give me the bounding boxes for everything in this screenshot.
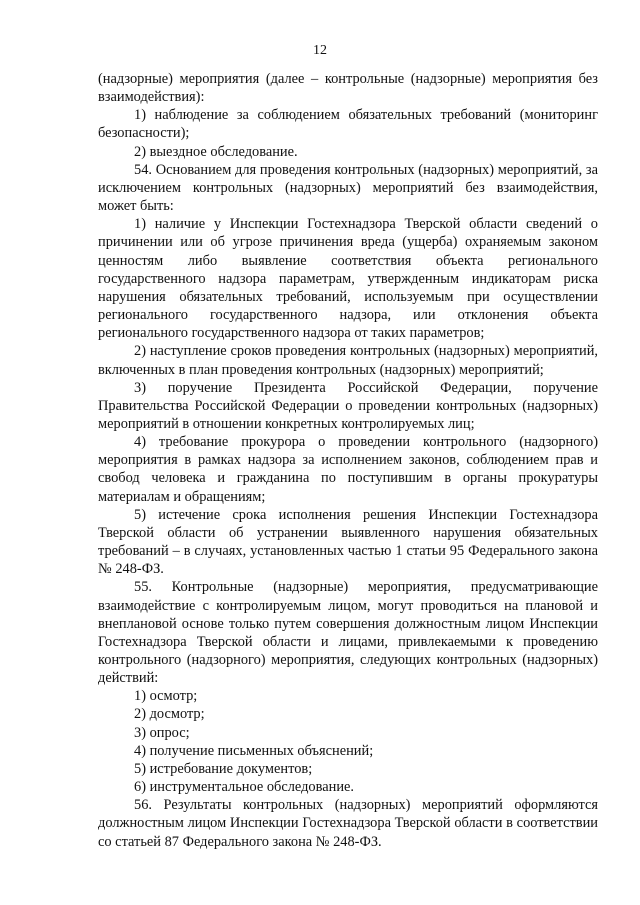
paragraph-55-item-4: 4) получение письменных объяснений; bbox=[134, 742, 374, 759]
paragraph-55-item-5: 5) истребование документов; bbox=[134, 760, 313, 777]
paragraph-55-item-2: 2) досмотр; bbox=[134, 706, 205, 723]
paragraph-continuation: (надзорные) мероприятия (далее – контрольные (надзорные) мероприятия без взаимодействия): bbox=[98, 71, 598, 106]
document-body bbox=[98, 70, 598, 851]
list-item-field-inspection: 2) выездное обследование. bbox=[134, 143, 298, 160]
paragraph-55-item-3: 3) опрос; bbox=[134, 724, 190, 741]
paragraph-55: 55. Контрольные (надзорные) мероприятия, предусматривающие взаимодействие с контролируемым лицом, могут проводиться на плановой и внеплановой основе только путем совершения должностным лицом Инспекции Гостехнадзора Тверской области и лицами, привлекаемыми к проведению контрольного (надзорного) мероприятия, следующих контрольных (надзорных) действий: bbox=[98, 579, 598, 687]
paragraph-55-item-6: 6) инструментальное обследование. bbox=[134, 779, 355, 796]
paragraph-54-item-4: 4) требование прокурора о проведении контрольного (надзорного) мероприятия в рамках надзора за исполнением законов, соблюдением прав и свобод человека и гражданина по поступившим в органы прокуратуры материалам и обращениям; bbox=[98, 434, 598, 505]
paragraph-54-item-2: 2) наступление сроков проведения контрольных (надзорных) мероприятий, включенных в план проведения контрольных (надзорных) мероприятий; bbox=[98, 343, 598, 378]
paragraph-56: 56. Результаты контрольных (надзорных) мероприятий оформляются должностным лицом Инспекции Гостехнадзора Тверской области в соответствии со статьей 87 Федерального закона № 248-ФЗ. bbox=[98, 797, 598, 850]
page-number: 12 bbox=[313, 43, 327, 58]
paragraph-54-item-3: 3) поручение Президента Российской Федерации, поручение Правительства Российской Федерации о проведении контрольных (надзорных) мероприятий в отношении конкретных контролируемых лиц; bbox=[98, 379, 598, 432]
paragraph-54: 54. Основанием для проведения контрольных (надзорных) мероприятий, за исключением контрольных (надзорных) мероприятий без взаимодействия, может быть: bbox=[98, 161, 598, 215]
paragraph-55-item-1: 1) осмотр; bbox=[134, 688, 198, 705]
paragraph-54-item-5: 5) истечение срока исполнения решения Инспекции Гостехнадзора Тверской области об устранении выявленного нарушения обязательных требований – в случаях, установленных частью 1 статьи 95 Федерального закона № 248-ФЗ. bbox=[98, 506, 598, 578]
list-item-monitoring: 1) наблюдение за соблюдением обязательных требований (мониторинг безопасности); bbox=[98, 107, 598, 142]
paragraph-54-item-1: 1) наличие у Инспекции Гостехнадзора Тверской области сведений о причинении или об угрозе причинения вреда (ущерба) охраняемым законом ценностям либо выявление соответствия объекта регионального государственного надзора параметрам, утвержденным индикаторам риска нарушения обязательных требований, используемым при осуществлении регионального государственного надзора, или отклонения объекта регионального государственного надзора от таких параметров; bbox=[98, 216, 598, 342]
